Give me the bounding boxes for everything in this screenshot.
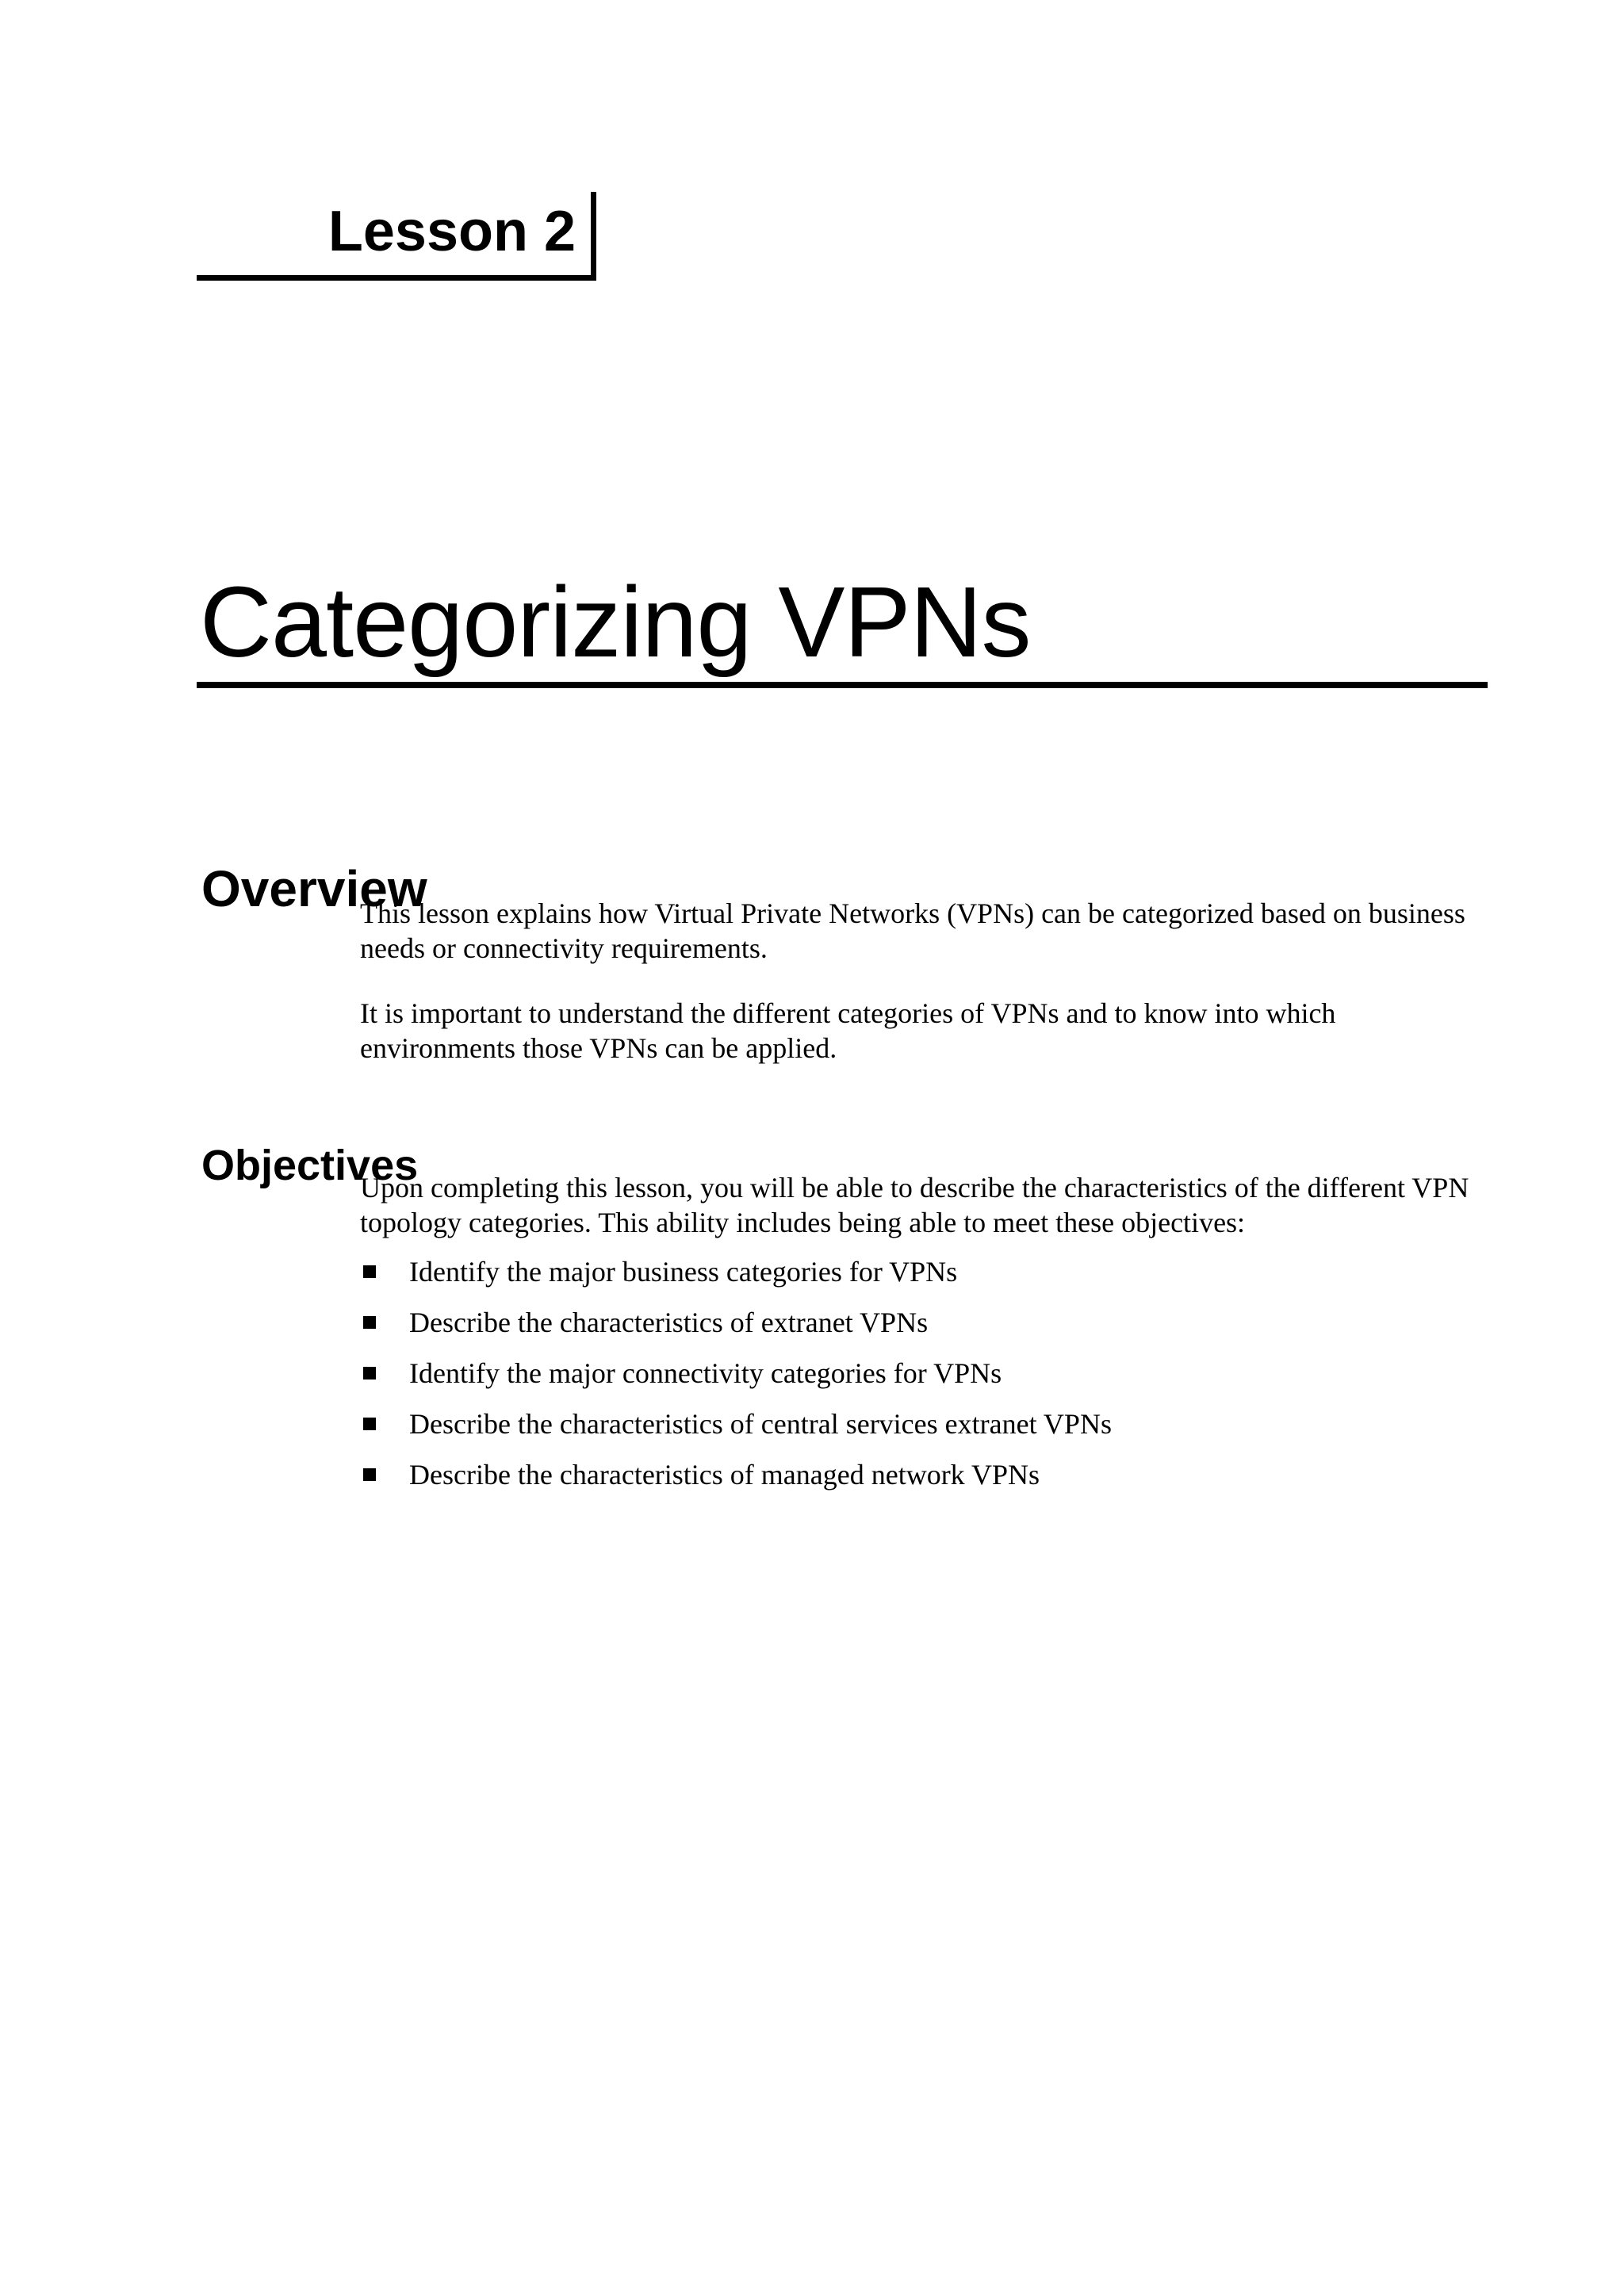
- square-bullet-icon: [363, 1316, 376, 1329]
- title-rule: [197, 682, 1488, 688]
- square-bullet-icon: [363, 1418, 376, 1430]
- objective-text: Describe the characteristics of managed network VPNs: [409, 1459, 1040, 1490]
- overview-paragraph-1: This lesson explains how Virtual Private Networks (VPNs) can be categorized based on business needs or connectivity requirements.: [360, 897, 1465, 964]
- lesson-label-block: [197, 192, 596, 281]
- objective-item: [360, 1305, 1112, 1356]
- objective-text: Identify the major business categories for VPNs: [409, 1256, 958, 1288]
- lesson-title: Categorizing VPNs: [200, 566, 1031, 678]
- objective-text: Describe the characteristics of extranet VPNs: [409, 1307, 929, 1338]
- objective-item: [360, 1254, 1112, 1305]
- square-bullet-icon: [363, 1265, 376, 1278]
- overview-heading: Overview: [201, 860, 427, 918]
- objective-item: [360, 1406, 1112, 1457]
- lesson-number-label: Lesson 2: [327, 200, 576, 263]
- lesson-underline-rule: [197, 275, 596, 281]
- objectives-intro: Upon completing this lesson, you will be able to describe the characteristics of the different VPN topology categories. This ability includes being able to meet these objectives:: [360, 1172, 1469, 1238]
- objectives-heading: Objectives: [201, 1141, 419, 1189]
- overview-paragraph-2: It is important to understand the different categories of VPNs and to know into which environments those VPNs can be applied.: [360, 997, 1336, 1064]
- square-bullet-icon: [363, 1468, 376, 1481]
- objectives-list: [360, 1254, 1112, 1508]
- square-bullet-icon: [363, 1367, 376, 1380]
- lesson-vertical-rule: [591, 192, 596, 281]
- objective-text: Identify the major connectivity categories for VPNs: [409, 1357, 1002, 1389]
- objective-text: Describe the characteristics of central services extranet VPNs: [409, 1408, 1112, 1440]
- objective-item: [360, 1457, 1112, 1508]
- objective-item: [360, 1356, 1112, 1406]
